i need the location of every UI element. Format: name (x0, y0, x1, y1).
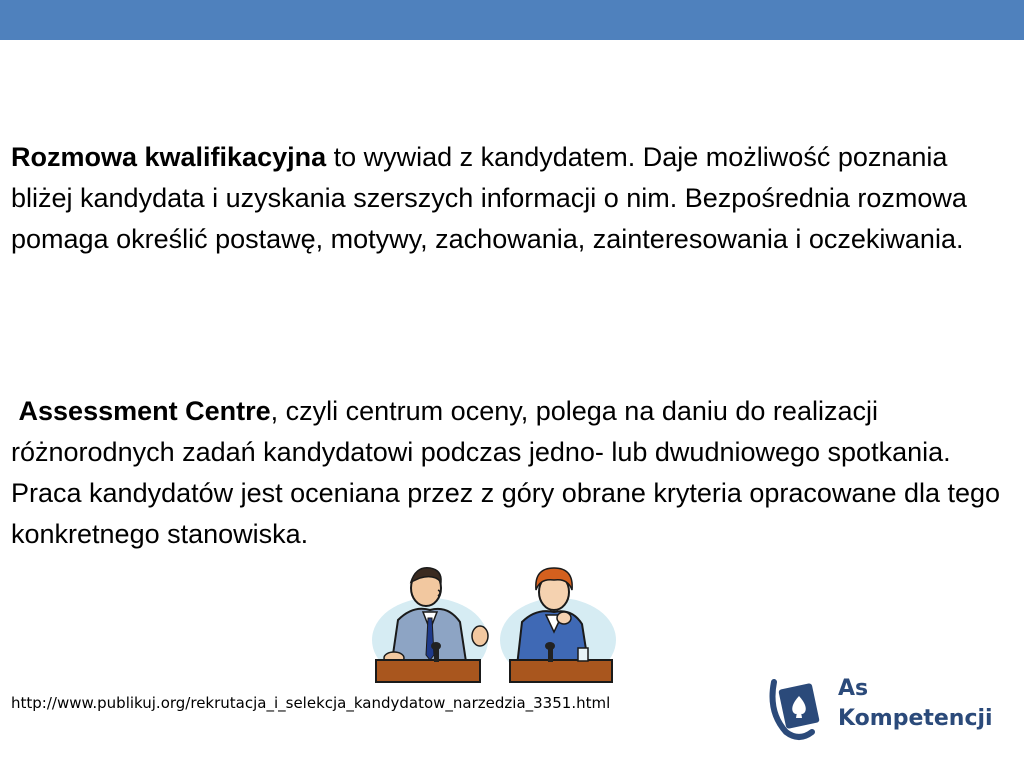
paragraph-assessment-centre-text: , czyli centrum oceny, polega na daniu do realizacji różnorodnych zadań kandydatowi podczas jedno- lub dwudniowego spotkania. Praca kandydatów jest oceniana przez z góry obrane kryteria opracowane dla tego konkretnego stanowiska. (11, 396, 1001, 549)
paragraph-interview-text: to wywiad z kandydatem. Daje możliwość poznania bliżej kandydata i uzyskania szerszych informacji o nim. Bezpośrednia rozmowa pomaga określić postawę, motywy, zachowania, zainteresowania i oczekiwania. (11, 142, 967, 254)
term-interview: Rozmowa kwalifikacyjna (11, 142, 327, 172)
term-assessment-centre: Assessment Centre (18, 396, 271, 426)
interview-clipart-icon (368, 560, 618, 685)
source-link[interactable]: http://www.publikuj.org/rekrutacja_i_selekcja_kandydatow_narzedzia_3351.html (11, 694, 611, 712)
paragraph-assessment-centre (11, 391, 1011, 555)
logo (766, 668, 996, 748)
header-bar (0, 0, 1024, 40)
logo-line-1: As (838, 676, 869, 701)
logo-text (838, 674, 993, 734)
logo-spade-icon (766, 672, 832, 742)
logo-line-2: Kompetencji (838, 706, 993, 731)
paragraph-interview (11, 137, 1011, 260)
